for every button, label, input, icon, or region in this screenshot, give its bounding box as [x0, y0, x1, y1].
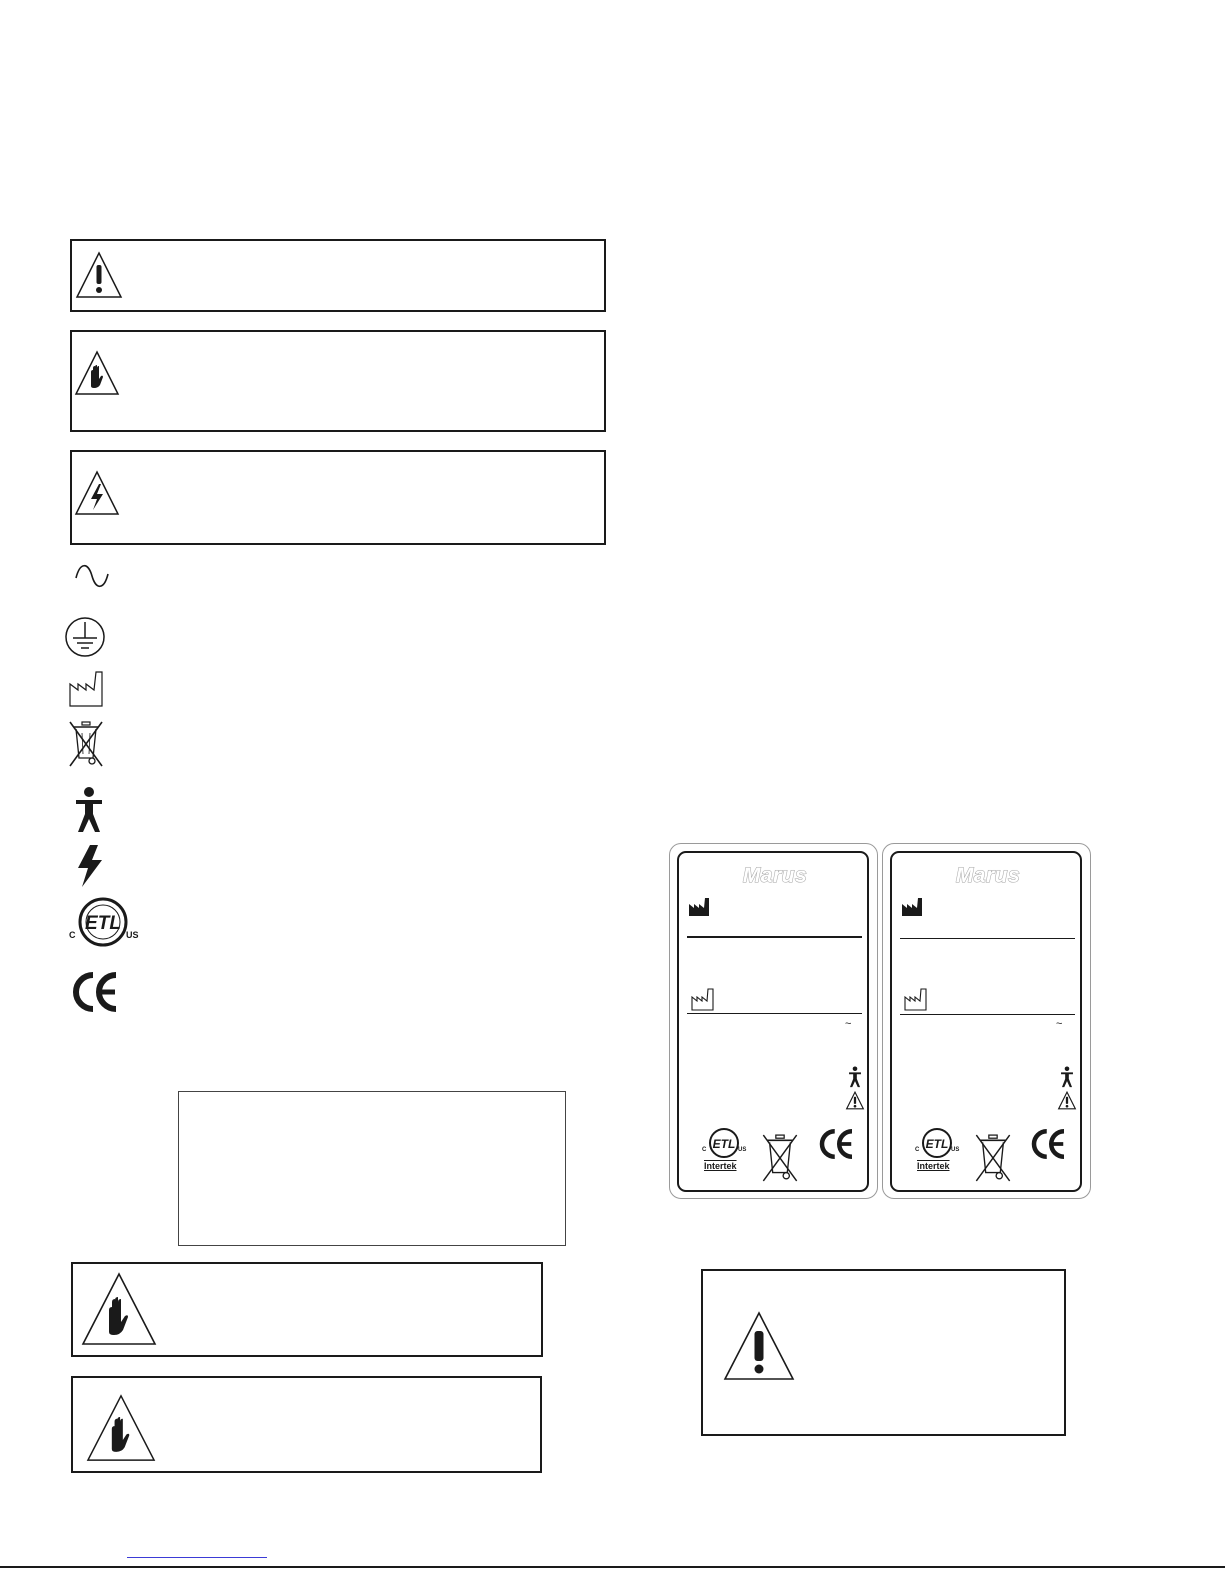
hand-warning-box-1: [70, 330, 606, 432]
etl-us-mark: US: [126, 930, 139, 940]
type-b-body-icon: [72, 786, 106, 834]
weee-bin-icon: [68, 720, 104, 768]
etl-c-mark: C: [915, 1147, 920, 1153]
intertek-wordmark: Intertek: [704, 1161, 737, 1171]
hand-warning-icon: [74, 350, 120, 396]
type-b-body-icon: [1059, 1066, 1075, 1088]
label-divider: [687, 1013, 862, 1014]
ac-symbol: ~: [1056, 1018, 1063, 1030]
weee-bin-icon: [760, 1133, 800, 1183]
etl-c-mark: C: [69, 930, 76, 940]
svg-text:ETL: ETL: [925, 1137, 949, 1151]
label-divider: [900, 938, 1075, 939]
etl-listed-icon: [914, 1126, 960, 1162]
type-b-body-icon: [847, 1066, 863, 1088]
manufacturer-icon: [901, 897, 923, 917]
ce-mark-icon: [72, 972, 120, 1012]
hand-warning-icon: [81, 1272, 157, 1346]
label-divider: [687, 936, 862, 938]
manufacture-date-icon: [68, 668, 106, 708]
svg-text:ETL: ETL: [712, 1137, 736, 1151]
product-label-2-panel: [890, 851, 1082, 1192]
etl-listed-icon: [66, 894, 140, 950]
lightning-icon: [74, 844, 106, 888]
etl-us-mark: US: [951, 1147, 960, 1153]
footer-link-underline[interactable]: [127, 1557, 267, 1558]
brand-logo: Marus: [955, 864, 1021, 887]
intertek-wordmark: Intertek: [917, 1161, 950, 1171]
etl-listed-icon: [701, 1126, 747, 1162]
caution-notice-box: [70, 239, 606, 312]
caution-notice-box-right: [701, 1269, 1066, 1436]
hand-warning-box-3: [71, 1376, 542, 1473]
protective-earth-icon: [64, 616, 106, 658]
ac-sine-icon: [74, 560, 110, 592]
caution-triangle-icon: [1057, 1091, 1077, 1110]
manufacturer-icon: [688, 897, 710, 917]
caution-triangle-icon: [74, 250, 124, 300]
product-label-1-panel: [677, 851, 869, 1192]
hand-warning-box-2: [71, 1262, 543, 1357]
ce-mark-icon: [1030, 1129, 1068, 1159]
caution-triangle-icon: [845, 1091, 865, 1110]
caution-triangle-icon: [723, 1311, 795, 1381]
electrical-hazard-icon: [74, 470, 120, 516]
etl-c-mark: C: [702, 1147, 707, 1153]
svg-text:ETL: ETL: [85, 913, 121, 934]
brand-logo: Marus: [742, 864, 808, 887]
etl-us-mark: US: [738, 1147, 747, 1153]
ce-mark-icon: [818, 1129, 856, 1159]
weee-bin-icon: [973, 1133, 1013, 1183]
electrical-hazard-box: [70, 450, 606, 545]
hand-warning-icon: [86, 1394, 156, 1462]
manufacture-date-icon: [691, 987, 715, 1011]
label-divider: [900, 1014, 1075, 1015]
ac-symbol: ~: [845, 1018, 852, 1030]
footer-rule: [0, 1566, 1225, 1568]
manufacture-date-icon: [904, 987, 928, 1011]
blank-info-box: [178, 1091, 566, 1246]
